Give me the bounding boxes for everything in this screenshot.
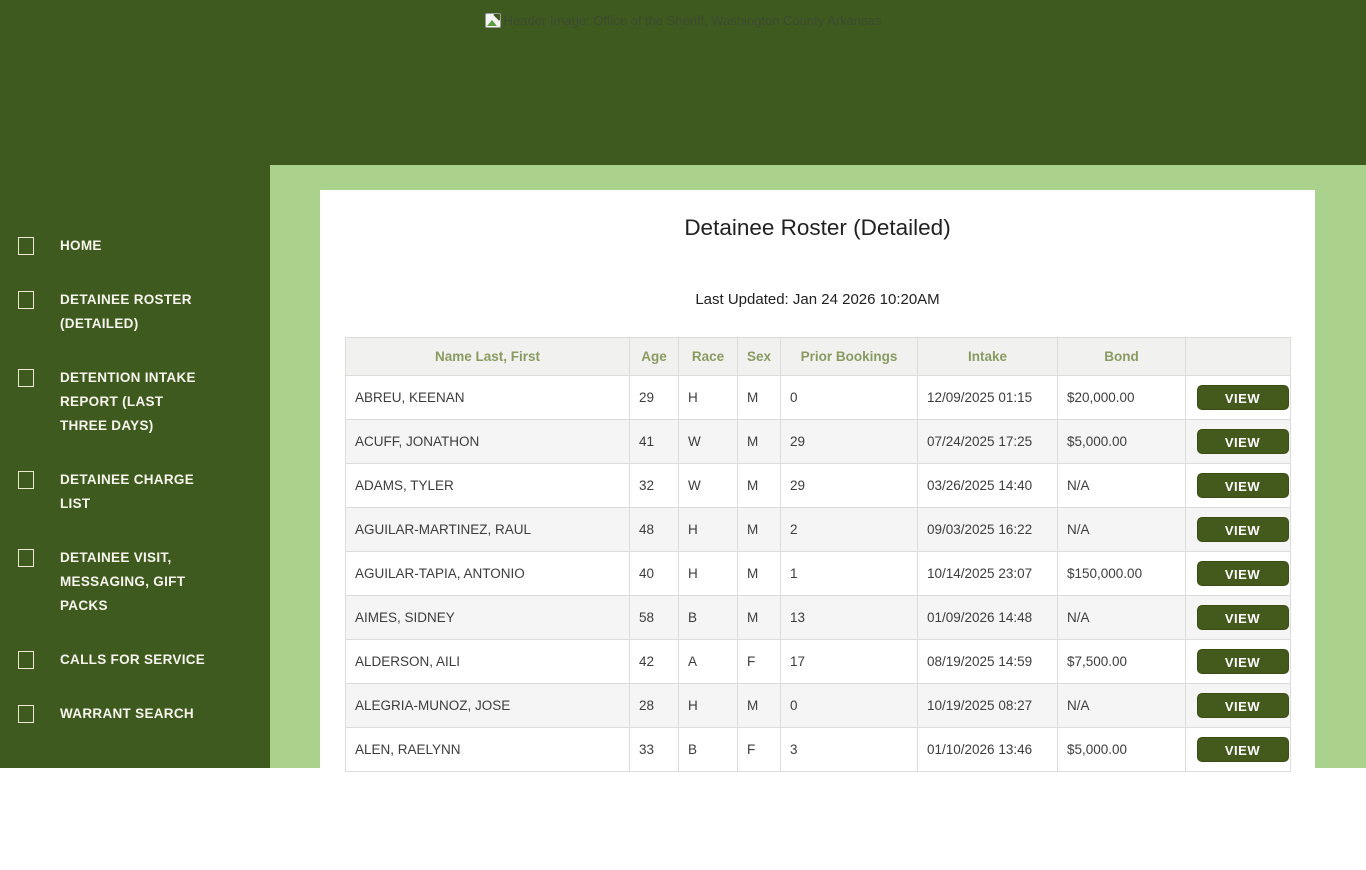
cell-name: AIMES, SIDNEY	[346, 596, 630, 640]
column-header-age: Age	[630, 338, 679, 376]
cell-name: ABREU, KEENAN	[346, 376, 630, 420]
column-header-bond: Bond	[1058, 338, 1186, 376]
view-button[interactable]: VIEW	[1197, 737, 1289, 762]
page-header-band	[0, 0, 1366, 165]
column-header-actions	[1186, 338, 1291, 376]
sidebar-nav	[0, 165, 270, 768]
table-row	[346, 420, 1291, 464]
cell-bond: $7,500.00	[1058, 640, 1186, 684]
cell-bond: $150,000.00	[1058, 552, 1186, 596]
cell-intake: 01/10/2026 13:46	[918, 728, 1058, 772]
sidebar-item-label: DETAINEE ROSTER (DETAILED)	[60, 292, 192, 331]
cell-race: H	[679, 684, 738, 728]
sidebar-item-label: DETAINEE CHARGE LIST	[60, 472, 195, 511]
column-header-race: Race	[679, 338, 738, 376]
cell-age: 29	[630, 376, 679, 420]
column-header-name-last-first: Name Last, First	[346, 338, 630, 376]
cell-sex: M	[738, 508, 781, 552]
view-button[interactable]: VIEW	[1197, 473, 1289, 498]
sidebar-item-detention-intake-report-last-three-days[interactable]	[0, 366, 270, 438]
broken-image-icon	[18, 705, 34, 723]
column-header-prior-bookings: Prior Bookings	[781, 338, 918, 376]
broken-image-icon	[18, 651, 34, 669]
cell-sex: M	[738, 420, 781, 464]
cell-name: ALEGRIA-MUNOZ, JOSE	[346, 684, 630, 728]
sidebar-item-label: DETAINEE VISIT, MESSAGING, GIFT PACKS	[60, 550, 186, 613]
cell-prior-bookings: 2	[781, 508, 918, 552]
column-header-intake: Intake	[918, 338, 1058, 376]
cell-prior-bookings: 3	[781, 728, 918, 772]
cell-age: 28	[630, 684, 679, 728]
header-image-alt-text: Header Image: Office of the Sheriff, Washington County Arkansas	[503, 13, 882, 28]
cell-bond: N/A	[1058, 464, 1186, 508]
last-updated-text: Last Updated: Jan 24 2026 10:20AM	[695, 291, 940, 308]
broken-image-icon	[18, 471, 34, 489]
sidebar-item-home[interactable]	[0, 234, 270, 258]
content-card	[320, 190, 1315, 870]
cell-actions	[1186, 552, 1291, 596]
cell-sex: M	[738, 464, 781, 508]
sidebar-item-label: HOME	[60, 238, 102, 253]
cell-race: H	[679, 552, 738, 596]
cell-name: ALEN, RAELYNN	[346, 728, 630, 772]
cell-prior-bookings: 29	[781, 420, 918, 464]
cell-prior-bookings: 29	[781, 464, 918, 508]
cell-age: 32	[630, 464, 679, 508]
cell-race: H	[679, 508, 738, 552]
cell-age: 33	[630, 728, 679, 772]
table-row	[346, 376, 1291, 420]
table-row	[346, 552, 1291, 596]
header-image	[0, 0, 1366, 29]
cell-intake: 09/03/2025 16:22	[918, 508, 1058, 552]
cell-name: ADAMS, TYLER	[346, 464, 630, 508]
table-row	[346, 596, 1291, 640]
view-button[interactable]: VIEW	[1197, 561, 1289, 586]
cell-name: AGUILAR-MARTINEZ, RAUL	[346, 508, 630, 552]
broken-image-icon	[18, 549, 34, 567]
cell-actions	[1186, 728, 1291, 772]
cell-sex: F	[738, 640, 781, 684]
cell-actions	[1186, 684, 1291, 728]
cell-intake: 07/24/2025 17:25	[918, 420, 1058, 464]
sidebar-item-detainee-charge-list[interactable]	[0, 468, 270, 516]
cell-sex: M	[738, 376, 781, 420]
view-button[interactable]: VIEW	[1197, 649, 1289, 674]
sidebar-item-calls-for-service[interactable]	[0, 648, 270, 672]
cell-age: 58	[630, 596, 679, 640]
view-button[interactable]: VIEW	[1197, 429, 1289, 454]
cell-prior-bookings: 1	[781, 552, 918, 596]
cell-race: B	[679, 728, 738, 772]
sidebar-item-label: DETENTION INTAKE REPORT (LAST THREE DAYS)	[60, 370, 196, 433]
table-row	[346, 728, 1291, 772]
cell-race: A	[679, 640, 738, 684]
table-row	[346, 508, 1291, 552]
cell-bond: N/A	[1058, 684, 1186, 728]
sidebar-item-detainee-visit-messaging-gift-packs[interactable]	[0, 546, 270, 618]
cell-prior-bookings: 0	[781, 376, 918, 420]
sidebar-item-warrant-search[interactable]	[0, 702, 270, 726]
cell-actions	[1186, 376, 1291, 420]
cell-bond: N/A	[1058, 508, 1186, 552]
cell-age: 41	[630, 420, 679, 464]
cell-actions	[1186, 464, 1291, 508]
cell-name: AGUILAR-TAPIA, ANTONIO	[346, 552, 630, 596]
sidebar-item-detainee-roster-detailed[interactable]	[0, 288, 270, 336]
cell-prior-bookings: 0	[781, 684, 918, 728]
cell-intake: 12/09/2025 01:15	[918, 376, 1058, 420]
cell-intake: 10/19/2025 08:27	[918, 684, 1058, 728]
cell-actions	[1186, 596, 1291, 640]
cell-sex: M	[738, 684, 781, 728]
cell-age: 42	[630, 640, 679, 684]
cell-bond: $5,000.00	[1058, 420, 1186, 464]
sidebar-item-label: WARRANT SEARCH	[60, 706, 194, 721]
cell-actions	[1186, 420, 1291, 464]
broken-image-icon	[18, 237, 34, 255]
cell-sex: F	[738, 728, 781, 772]
broken-image-icon	[18, 291, 34, 309]
cell-intake: 08/19/2025 14:59	[918, 640, 1058, 684]
cell-bond: N/A	[1058, 596, 1186, 640]
broken-image-icon	[485, 13, 501, 28]
cell-race: W	[679, 420, 738, 464]
table-row	[346, 640, 1291, 684]
cell-name: ACUFF, JONATHON	[346, 420, 630, 464]
sidebar-item-label: CALLS FOR SERVICE	[60, 652, 206, 667]
cell-bond: $5,000.00	[1058, 728, 1186, 772]
cell-intake: 03/26/2025 14:40	[918, 464, 1058, 508]
cell-intake: 10/14/2025 23:07	[918, 552, 1058, 596]
view-button[interactable]: VIEW	[1197, 517, 1289, 542]
column-header-sex: Sex	[738, 338, 781, 376]
cell-intake: 01/09/2026 14:48	[918, 596, 1058, 640]
page-title: Detainee Roster (Detailed)	[684, 215, 951, 240]
table-row	[346, 684, 1291, 728]
cell-actions	[1186, 640, 1291, 684]
cell-prior-bookings: 17	[781, 640, 918, 684]
cell-race: B	[679, 596, 738, 640]
cell-prior-bookings: 13	[781, 596, 918, 640]
view-button[interactable]: VIEW	[1197, 605, 1289, 630]
cell-sex: M	[738, 596, 781, 640]
cell-sex: M	[738, 552, 781, 596]
cell-age: 40	[630, 552, 679, 596]
cell-actions	[1186, 508, 1291, 552]
table-body	[346, 376, 1291, 772]
view-button[interactable]: VIEW	[1197, 385, 1289, 410]
cell-race: W	[679, 464, 738, 508]
broken-image-icon	[18, 369, 34, 387]
cell-race: H	[679, 376, 738, 420]
cell-age: 48	[630, 508, 679, 552]
detainee-roster-table	[345, 337, 1291, 772]
cell-bond: $20,000.00	[1058, 376, 1186, 420]
table-header-row	[346, 338, 1291, 376]
view-button[interactable]: VIEW	[1197, 693, 1289, 718]
table-row	[346, 464, 1291, 508]
cell-name: ALDERSON, AILI	[346, 640, 630, 684]
